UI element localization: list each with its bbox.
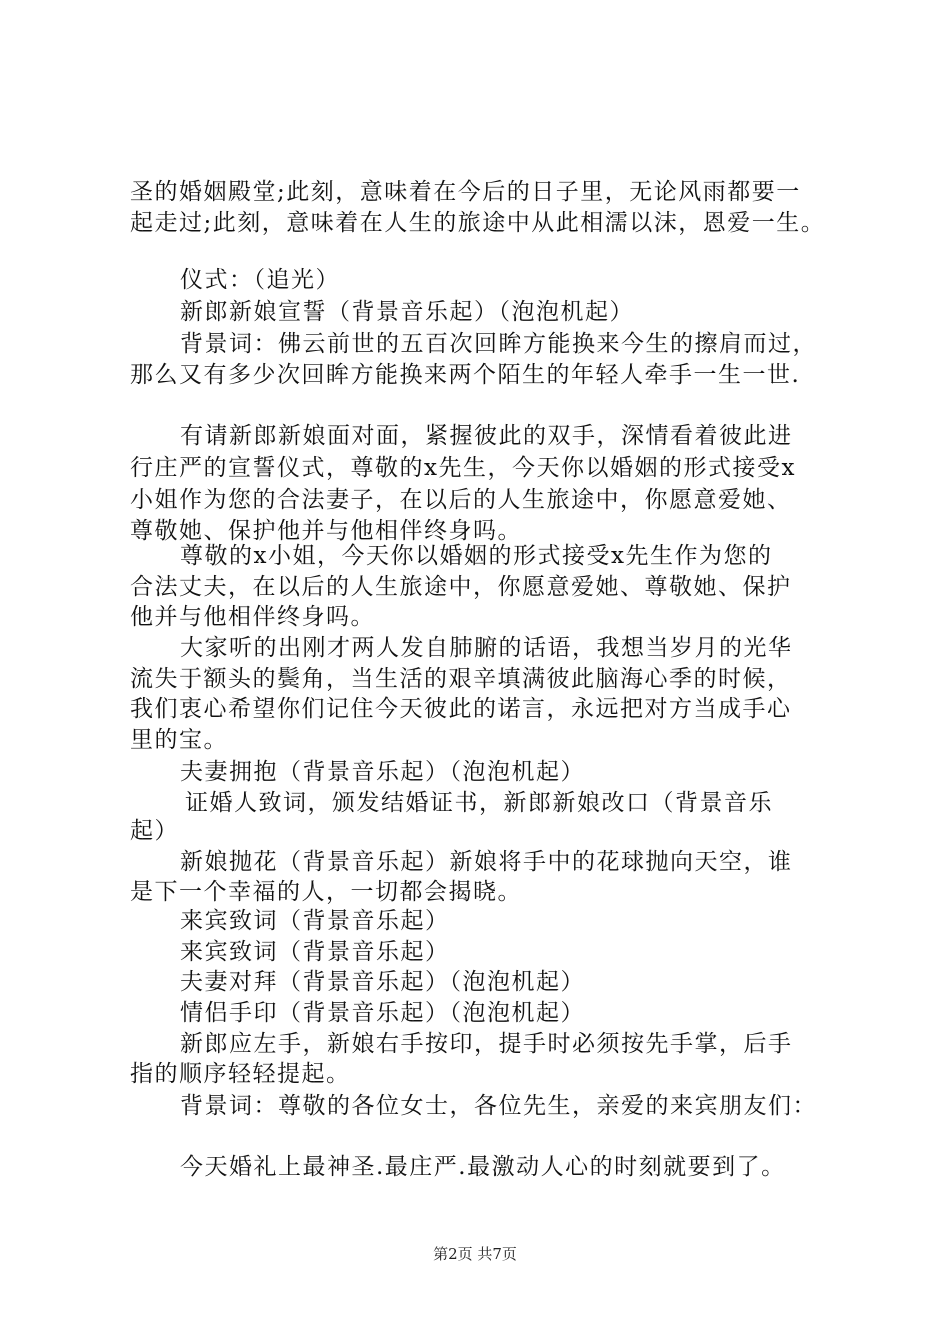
text-line: 今天婚礼上最神圣.最庄严.最激动人心的时刻就要到了。 <box>180 1154 786 1180</box>
text-line: 新郎新娘宣誓（背景音乐起）（泡泡机起） <box>180 299 634 325</box>
text-line: 夫妻拥抱（背景音乐起）（泡泡机起） <box>180 759 585 785</box>
text-line: 背景词：佛云前世的五百次回眸方能换来今生的擦肩而过， <box>180 331 817 357</box>
text-line: 行庄严的宣誓仪式，尊敬的x先生，今天你以婚姻的形式接受x <box>130 455 796 481</box>
text-line: 来宾致词（背景音乐起） <box>180 939 450 965</box>
text-line: 里的宝。 <box>130 727 228 753</box>
text-line: 流失于额头的鬓角，当生活的艰辛填满彼此脑海心季的时候， <box>130 666 792 692</box>
text-line: 指的顺序轻轻提起。 <box>130 1061 351 1087</box>
text-line: 合法丈夫，在以后的人生旅途中，你愿意爱她、尊敬她、保护 <box>130 574 792 600</box>
text-line: 大家听的出刚才两人发自肺腑的话语，我想当岁月的光华 <box>180 635 793 661</box>
text-line: 情侣手印（背景音乐起）（泡泡机起） <box>180 1000 585 1026</box>
text-line: 有请新郎新娘面对面，紧握彼此的双手，深情看着彼此进 <box>180 423 793 449</box>
page-number-footer: 第2页 共7页 <box>433 1245 517 1263</box>
text-line: 起走过;此刻，意味着在人生的旅途中从此相濡以沫，恩爱一生。 <box>130 210 826 236</box>
text-line: 证婚人致词，颁发结婚证书，新郎新娘改口（背景音乐 <box>185 790 773 816</box>
text-line: 小姐作为您的合法妻子，在以后的人生旅途中，你愿意爱她、 <box>130 487 792 513</box>
text-line: 尊敬的x小姐，今天你以婚姻的形式接受x先生作为您的 <box>180 543 773 569</box>
text-line: 新娘抛花（背景音乐起）新娘将手中的花球抛向天空，谁 <box>180 849 793 875</box>
text-line: 他并与他相伴终身吗。 <box>130 604 375 630</box>
text-line: 那么又有多少次回眸方能换来两个陌生的年轻人牵手一生一世. <box>130 362 801 388</box>
text-line: 仪式：（追光） <box>180 267 340 293</box>
text-line: 我们衷心希望你们记住今天彼此的诺言，永远把对方当成手心 <box>130 696 792 722</box>
text-line: 来宾致词（背景音乐起） <box>180 908 450 934</box>
text-line: 是下一个幸福的人，一切都会揭晓。 <box>130 879 522 905</box>
text-line: 圣的婚姻殿堂;此刻，意味着在今后的日子里，无论风雨都要一 <box>130 179 801 205</box>
text-line: 起） <box>130 818 179 844</box>
text-line: 尊敬她、保护他并与他相伴终身吗。 <box>130 518 522 544</box>
text-line: 新郎应左手，新娘右手按印，提手时必须按先手掌，后手 <box>180 1031 793 1057</box>
text-line: 背景词：尊敬的各位女士，各位先生，亲爱的来宾朋友们： <box>180 1093 817 1119</box>
text-line: 夫妻对拜（背景音乐起）（泡泡机起） <box>180 969 585 995</box>
